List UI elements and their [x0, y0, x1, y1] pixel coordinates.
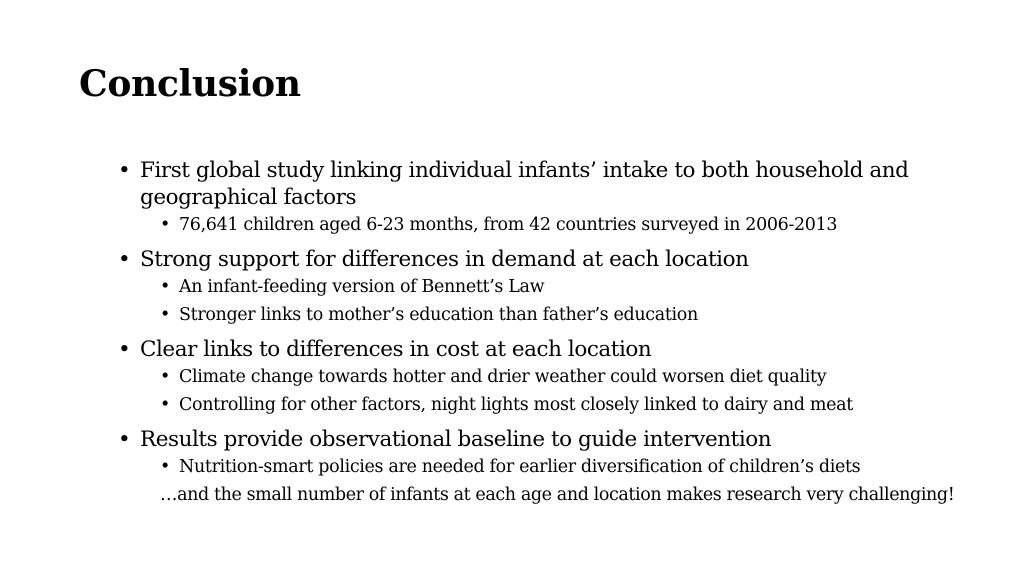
bullet-point	[118, 157, 998, 211]
sub-bullet-point	[160, 273, 998, 301]
bullet-marker: •	[118, 427, 131, 452]
sub-bullet-text: 76,641 children aged 6-23 months, from 42 countries surveyed in 2006-2013	[179, 215, 838, 235]
sub-bullet-text: Nutrition-smart policies are needed for earlier diversification of children’s diets	[179, 457, 861, 477]
bullet-marker: •	[160, 367, 170, 387]
bullet-text: Strong support for differences in demand at each location	[140, 247, 749, 272]
bullet-marker: •	[160, 305, 170, 325]
bullet-marker: •	[160, 395, 170, 415]
sub-bullet-point	[160, 301, 998, 329]
closing-note: …and the small number of infants at each age and location makes research very challenging!	[160, 485, 955, 505]
sub-bullet-point	[160, 211, 998, 239]
bullet-point	[118, 426, 998, 453]
sub-bullet-text: Climate change towards hotter and drier weather could worsen diet quality	[179, 367, 827, 387]
bullet-text: Results provide observational baseline to guide intervention	[140, 427, 772, 452]
bullet-point	[118, 336, 998, 363]
bullet-marker: •	[118, 337, 131, 362]
sub-bullet-text: An infant-feeding version of Bennett’s Law	[179, 277, 545, 297]
bullet-text: Clear links to differences in cost at each location	[140, 337, 652, 362]
bullet-marker: •	[160, 277, 170, 297]
bullet-marker: •	[160, 215, 170, 235]
bullet-marker: •	[118, 158, 131, 183]
bullet-point	[118, 246, 998, 273]
slide-title: Conclusion	[79, 63, 301, 105]
bullet-list	[118, 157, 998, 509]
sub-bullet-text: Stronger links to mother’s education than father’s education	[179, 305, 698, 325]
sub-bullet-text: Controlling for other factors, night lights most closely linked to dairy and meat	[179, 395, 853, 415]
sub-bullet-point	[160, 391, 998, 419]
sub-bullet-point	[160, 363, 998, 391]
sub-bullet-point	[160, 453, 998, 481]
bullet-marker: •	[160, 457, 170, 477]
bullet-marker: •	[118, 247, 131, 272]
bullet-text: First global study linking individual infants’ intake to both household and geographical factors	[140, 158, 909, 210]
